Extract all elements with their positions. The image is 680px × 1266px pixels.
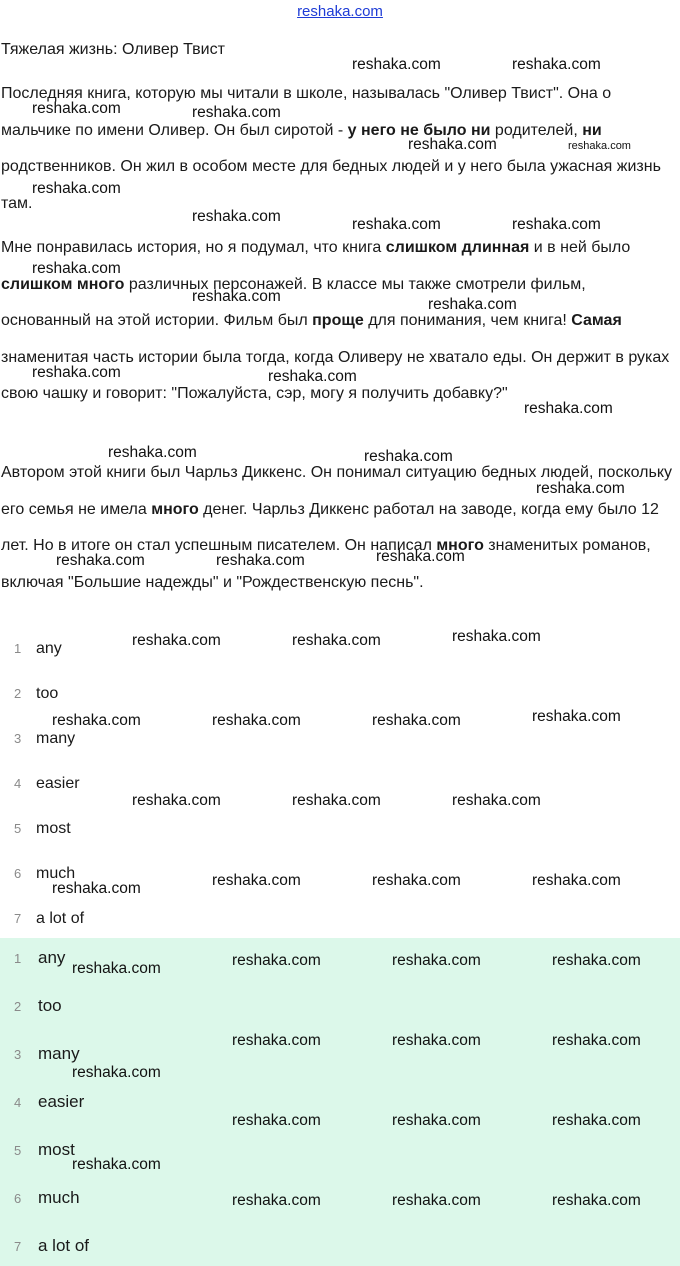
bold-text: ни (582, 121, 602, 139)
watermark: reshaka.com (72, 1064, 161, 1081)
watermark: reshaka.com (532, 708, 621, 725)
item-text: too (36, 685, 59, 702)
item-text: any (36, 640, 62, 657)
site-header-link[interactable]: reshaka.com (297, 3, 383, 20)
watermark: reshaka.com (232, 1032, 321, 1049)
bold-text: Самая (571, 312, 622, 329)
highlighted-answer-list (0, 938, 680, 1266)
item-number: 2 (14, 686, 22, 701)
list-item (14, 1188, 80, 1208)
item-number: 5 (14, 1143, 22, 1158)
item-text: too (38, 996, 62, 1015)
watermark: reshaka.com (212, 712, 301, 729)
text-run: различных персонажей. В классе мы также смотрели фильм, основанный на этой истории. Фильм был (1, 275, 586, 329)
item-number: 3 (14, 1047, 22, 1062)
item-text: many (38, 1044, 80, 1063)
watermark: reshaka.com (552, 1112, 641, 1129)
watermark: reshaka.com (372, 712, 461, 729)
item-text: a lot of (38, 1236, 90, 1255)
bold-text: много (436, 537, 484, 554)
watermark: reshaka.com (52, 880, 141, 897)
watermark: reshaka.com (72, 960, 161, 977)
watermark: reshaka.com (292, 632, 381, 649)
bold-text: много (151, 500, 199, 518)
watermark: reshaka.com (392, 1032, 481, 1049)
watermark: reshaka.com (452, 628, 541, 645)
item-text: much (38, 1188, 80, 1207)
watermark: reshaka.com (56, 552, 145, 569)
watermark: reshaka.com (524, 400, 613, 417)
watermark: reshaka.com (32, 100, 121, 117)
item-number: 3 (14, 731, 22, 746)
item-number: 7 (14, 911, 22, 926)
item-number: 6 (14, 1191, 22, 1206)
watermark: reshaka.com (192, 104, 281, 121)
watermark: reshaka.com (268, 368, 357, 385)
item-text: a lot of (36, 910, 85, 927)
watermark: reshaka.com (132, 792, 221, 809)
list-item (14, 820, 71, 838)
watermark: reshaka.com (32, 180, 121, 197)
list-item (14, 730, 75, 748)
watermark: reshaka.com (372, 872, 461, 889)
text-run: и в ней было (529, 239, 631, 256)
text-run: родителей, (490, 121, 583, 139)
paragraph-3 (1, 455, 679, 601)
page-title: Тяжелая жизнь: Оливер Твист (1, 41, 225, 58)
watermark: reshaka.com (52, 712, 141, 729)
text-run: Автором этой книги был Чарльз Диккенс. Он понимал ситуацию бедных людей, поскольку его семья не имела (1, 464, 673, 518)
watermark: reshaka.com (352, 216, 441, 233)
item-text: much (36, 865, 76, 882)
watermark: reshaka.com (512, 216, 601, 233)
watermark: reshaka.com (536, 480, 625, 497)
text-run: знаменитых романов, включая "Большие надежды" и "Рождественскую песнь". (1, 537, 651, 591)
watermark: reshaka.com (32, 364, 121, 381)
watermark: reshaka.com (232, 1192, 321, 1209)
watermark: reshaka.com (552, 1032, 641, 1049)
text-run: Последняя книга, которую мы читали в школе, называлась "Оливер Твист". Она о мальчике по имени Оливер. Он был сиротой - (1, 85, 612, 139)
watermark: reshaka.com (132, 632, 221, 649)
item-text: most (36, 820, 71, 837)
item-number: 6 (14, 866, 22, 881)
watermark: reshaka.com (216, 552, 305, 569)
watermark: reshaka.com (392, 1192, 481, 1209)
list-item (14, 685, 58, 703)
item-number: 4 (14, 1095, 22, 1110)
watermark: reshaka.com (292, 792, 381, 809)
watermark: reshaka.com (452, 792, 541, 809)
text-run: денег. Чарльз Диккенс работал на заводе, когда ему было 12 лет. Но в итоге он стал успешным писателем. Он написал (1, 500, 659, 554)
watermark: reshaka.com (552, 952, 641, 969)
watermark: reshaka.com (212, 872, 301, 889)
bold-text: слишком много (1, 275, 125, 293)
item-text: many (36, 730, 76, 747)
watermark: reshaka.com (32, 260, 121, 277)
item-number: 1 (14, 641, 22, 656)
text-run: знаменитая часть истории была тогда, когда Оливеру не хватало еды. Он держит в руках свою чашку и говорит: "Пожалуйста, сэр, могу я получить добавку?" (1, 348, 670, 402)
watermark: reshaka.com (72, 1156, 161, 1173)
item-number: 4 (14, 776, 22, 791)
list-item (14, 775, 80, 793)
item-number: 5 (14, 821, 22, 836)
watermark: reshaka.com (108, 444, 197, 461)
watermark: reshaka.com (392, 952, 481, 969)
item-text: easier (36, 775, 80, 792)
watermark: reshaka.com (232, 1112, 321, 1129)
item-number: 1 (14, 951, 22, 966)
list-item (14, 910, 84, 928)
item-number: 7 (14, 1239, 22, 1254)
watermark: reshaka.com (532, 872, 621, 889)
list-item (14, 1092, 84, 1112)
watermark: reshaka.com (552, 1192, 641, 1209)
item-number: 2 (14, 999, 22, 1014)
watermark: reshaka.com (512, 56, 601, 73)
list-item (14, 640, 62, 658)
watermark: reshaka.com (568, 140, 631, 152)
item-text: easier (38, 1092, 85, 1111)
list-item (14, 996, 62, 1016)
bold-text: у него не было ни (347, 121, 491, 139)
list-item (14, 948, 65, 968)
item-text: most (38, 1140, 75, 1159)
watermark: reshaka.com (192, 208, 281, 225)
text-run: родственников. Он жил в особом месте для бедных людей и у него была ужасная жизнь там. (1, 158, 661, 212)
item-text: any (38, 948, 66, 967)
watermark: reshaka.com (408, 136, 497, 153)
watermark: reshaka.com (352, 56, 441, 73)
text-run: Мне понравилась история, но я подумал, что книга (1, 239, 386, 256)
watermark: reshaka.com (376, 548, 465, 565)
watermark: reshaka.com (428, 296, 517, 313)
bold-text: слишком длинная (385, 239, 530, 256)
watermark: reshaka.com (364, 448, 453, 465)
list-item (14, 1044, 80, 1064)
list-item (14, 1140, 75, 1160)
watermark: reshaka.com (392, 1112, 481, 1129)
text-run: для понимания, чем книга! (363, 312, 572, 329)
bold-text: проще (312, 312, 364, 329)
watermark: reshaka.com (192, 288, 281, 305)
watermark: reshaka.com (232, 952, 321, 969)
list-item (14, 1236, 89, 1256)
